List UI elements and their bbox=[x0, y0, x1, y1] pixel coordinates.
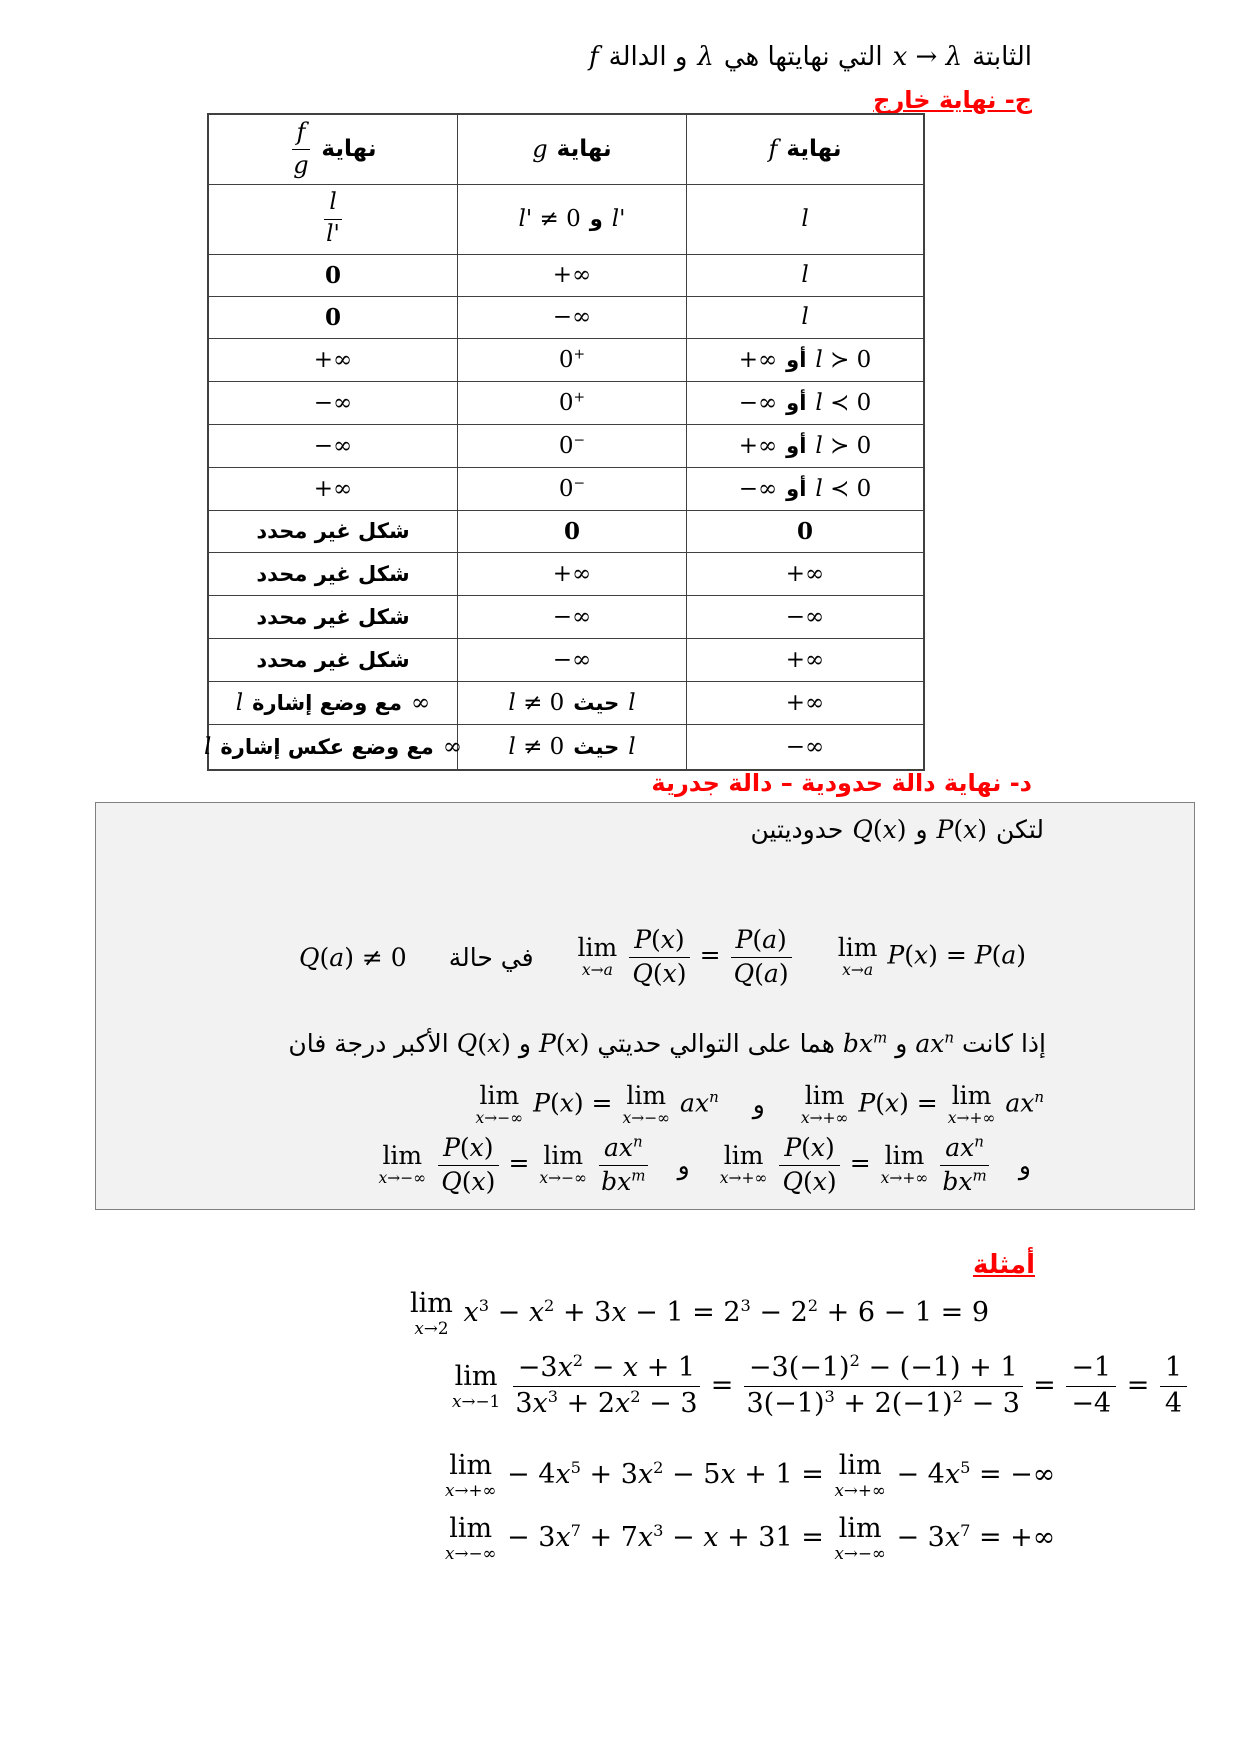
definition-box bbox=[95, 802, 1195, 1210]
cell-limit-f-over-g bbox=[208, 184, 458, 254]
arabic-text: حيث bbox=[573, 690, 620, 715]
cell-limit-f bbox=[687, 424, 925, 467]
cell-limit-f-over-g bbox=[208, 552, 458, 595]
cell-limit-g bbox=[458, 681, 687, 724]
math-text: −∞ bbox=[738, 475, 778, 502]
math-text: +∞ bbox=[738, 432, 778, 459]
math-text: λ bbox=[697, 42, 714, 72]
fraction: $\frac{ax^n}{bx^m}$ bbox=[599, 1133, 648, 1197]
table-row bbox=[208, 467, 924, 510]
fraction: $\frac{-3x^2 - x + 1}{3x^3 + 2x^2 - 3}$ bbox=[513, 1352, 700, 1421]
arabic-text: التي نهايتها هي bbox=[723, 42, 883, 72]
limit-operator: lim x→+∞ bbox=[834, 1450, 886, 1500]
examples-heading: أمثلة bbox=[972, 1250, 1035, 1280]
cell-limit-g bbox=[458, 296, 687, 338]
arabic-text: مع وضع عكس إشارة bbox=[220, 734, 434, 759]
cell-limit-g bbox=[458, 184, 687, 254]
arabic-text: شكل غير محدد bbox=[256, 604, 410, 629]
table-row bbox=[208, 552, 924, 595]
math-text: l ≻ 0 bbox=[815, 432, 872, 459]
math-text: −∞ bbox=[785, 603, 825, 630]
cell-limit-f bbox=[687, 510, 925, 552]
cell-limit-f-over-g bbox=[208, 424, 458, 467]
arabic-text: نهاية bbox=[321, 136, 377, 163]
math-text: Q(x) bbox=[852, 815, 907, 844]
arabic-text: في حالة bbox=[448, 942, 534, 972]
arabic-text: و bbox=[915, 815, 928, 844]
cell-limit-f bbox=[687, 338, 925, 381]
math-text: l ≻ 0 bbox=[815, 346, 872, 373]
math-text: f bbox=[589, 42, 599, 72]
arabic-text: لتكن bbox=[996, 815, 1044, 844]
arabic-text: أو bbox=[786, 390, 807, 415]
cell-limit-g bbox=[458, 114, 687, 184]
math-text: lim x→a P(x) = P(a) bbox=[837, 933, 1026, 980]
cell-limit-g bbox=[458, 638, 687, 681]
box-line-3 bbox=[96, 1029, 1194, 1058]
math-text: l ≺ 0 bbox=[815, 475, 872, 502]
math-text: $ax^n$ bbox=[915, 1028, 954, 1058]
math-text: +∞ bbox=[785, 646, 825, 673]
math-text: l bbox=[801, 304, 809, 330]
table-row bbox=[208, 381, 924, 424]
limit-operator: lim x→+∞ bbox=[880, 1141, 929, 1188]
cell-limit-f bbox=[687, 595, 925, 638]
math-text: lim x→+∞ $\frac{P(x)}{Q(x)}$ = lim x→+∞ $\frac{ax^n}{bx^m}$ bbox=[718, 1133, 991, 1197]
math-text: 0− bbox=[558, 474, 586, 502]
math-text: l ≺ 0 bbox=[815, 389, 872, 416]
limit-operator: lim x→−∞ bbox=[539, 1141, 588, 1188]
arabic-text: هما على التوالي حديتي bbox=[597, 1029, 835, 1058]
arabic-text: حدوديتين bbox=[750, 815, 844, 844]
math-text: +∞ bbox=[313, 475, 353, 502]
math-text: lim x→−∞ $\frac{P(x)}{Q(x)}$ = lim x→−∞ $\frac{ax^n}{bx^m}$ bbox=[376, 1133, 649, 1197]
box-line-1 bbox=[96, 815, 1194, 844]
cell-limit-g bbox=[458, 424, 687, 467]
cell-limit-f-over-g bbox=[208, 510, 458, 552]
limit-operator: lim x→−∞ bbox=[475, 1081, 524, 1127]
cell-limit-g bbox=[458, 338, 687, 381]
fraction: $\frac{P(a)}{Q(a)}$ bbox=[731, 925, 792, 989]
limit-operator: lim x→+∞ bbox=[719, 1141, 768, 1188]
table-row bbox=[208, 338, 924, 381]
math-text bbox=[322, 189, 343, 248]
table-row bbox=[208, 510, 924, 552]
math-text: 0+ bbox=[558, 388, 586, 416]
math-text: $bx^m$ bbox=[842, 1028, 888, 1058]
math-text: ∞ bbox=[411, 689, 431, 716]
arabic-text: الأكبر درجة فان bbox=[288, 1029, 449, 1058]
cell-limit-g bbox=[458, 510, 687, 552]
arabic-text: حيث bbox=[573, 734, 620, 759]
arabic-text: و bbox=[677, 1150, 690, 1180]
arabic-text: إذا كانت bbox=[962, 1029, 1046, 1058]
math-text: lim x→−∞ P(x) = lim x→−∞ $ax^n$ bbox=[475, 1081, 719, 1127]
limit-operator: lim x→−∞ bbox=[622, 1081, 671, 1127]
math-text: 0 bbox=[796, 517, 813, 545]
cell-limit-g bbox=[458, 254, 687, 296]
fraction: $\frac{P(x)}{Q(x)}$ bbox=[438, 1133, 498, 1197]
limit-operator: lim x→−1 bbox=[452, 1361, 501, 1412]
math-text: P(x) bbox=[538, 1029, 590, 1058]
table-row bbox=[208, 681, 924, 724]
cell-limit-f bbox=[687, 184, 925, 254]
cell-limit-f bbox=[687, 552, 925, 595]
cell-limit-g bbox=[458, 595, 687, 638]
cell-limit-g bbox=[458, 724, 687, 770]
example-formula-4: lim x→−∞ − $3x^7 + 7x^3 - x + 31$ = lim x→−∞ − $3x^7$ = +∞ bbox=[445, 1513, 1056, 1563]
fraction: $\frac{-3(-1)^2 - (-1) + 1}{3(-1)^3 + 2(-1)^2 - 3}$ bbox=[744, 1352, 1023, 1421]
fraction: $\frac{l}{l'}$ bbox=[326, 189, 340, 247]
cell-limit-f-over-g bbox=[208, 254, 458, 296]
table-row bbox=[208, 296, 924, 338]
arabic-text: و الدالة bbox=[608, 42, 688, 72]
cell-limit-f bbox=[687, 638, 925, 681]
math-text: −∞ bbox=[552, 304, 592, 330]
table-row bbox=[208, 184, 924, 254]
example-formula-3: lim x→+∞ − $4x^5 + 3x^2 - 5x + 1$ = lim x→+∞ − $4x^5$ = −∞ bbox=[445, 1450, 1056, 1500]
math-text: 0+ bbox=[558, 345, 586, 373]
math-text: +∞ bbox=[313, 346, 353, 373]
box-line-4 bbox=[96, 1083, 1194, 1127]
math-text: +∞ bbox=[738, 346, 778, 373]
math-text: 0 bbox=[324, 261, 341, 289]
arabic-text: شكل غير محدد bbox=[256, 519, 410, 543]
limit-operator: lim x→−∞ bbox=[834, 1513, 886, 1563]
cell-limit-f-over-g bbox=[208, 296, 458, 338]
math-text: −∞ bbox=[552, 646, 592, 673]
cell-limit-f bbox=[687, 467, 925, 510]
math-text: lim x→+∞ P(x) = lim x→+∞ $ax^n$ bbox=[800, 1081, 1044, 1127]
fraction: $\frac{P(x)}{Q(x)}$ bbox=[629, 925, 689, 989]
arabic-text: نهاية bbox=[556, 136, 612, 163]
section-c-heading: ج- نهاية خارج bbox=[873, 86, 1032, 114]
arabic-text: نهاية bbox=[786, 136, 842, 163]
limit-operator: lim x→−∞ bbox=[445, 1513, 497, 1563]
cell-limit-f bbox=[687, 724, 925, 770]
arabic-text: أو bbox=[786, 433, 807, 458]
limit-operator: lim x→+∞ bbox=[800, 1081, 849, 1127]
cell-limit-f bbox=[687, 114, 925, 184]
math-text: +∞ bbox=[552, 560, 592, 587]
math-text: Q(a) ≠ 0 bbox=[299, 942, 407, 972]
math-text: +∞ bbox=[552, 262, 592, 288]
arabic-text: أو bbox=[786, 347, 807, 372]
arabic-text: شكل غير محدد bbox=[256, 647, 410, 672]
math-text: +∞ bbox=[785, 560, 825, 587]
box-line-5 bbox=[96, 1133, 1194, 1197]
math-text: l' ≠ 0 bbox=[518, 206, 581, 232]
math-text: P(x) bbox=[936, 815, 987, 844]
table-row bbox=[208, 424, 924, 467]
cell-limit-f-over-g bbox=[208, 338, 458, 381]
cell-limit-f-over-g bbox=[208, 114, 458, 184]
cell-limit-g bbox=[458, 552, 687, 595]
math-text: 0− bbox=[558, 431, 586, 459]
limit-operator: lim x→+∞ bbox=[445, 1450, 497, 1500]
intro-line bbox=[589, 42, 1032, 72]
cell-limit-f-over-g bbox=[204, 724, 462, 770]
cell-limit-f-over-g bbox=[208, 681, 458, 724]
math-text: 0 bbox=[563, 517, 580, 545]
math-text: l bbox=[628, 733, 636, 760]
math-text: l bbox=[801, 206, 809, 232]
arabic-text: أو bbox=[786, 476, 807, 501]
math-text: −∞ bbox=[785, 733, 825, 760]
cell-limit-f bbox=[687, 381, 925, 424]
arabic-text: و bbox=[589, 207, 603, 231]
cell-limit-f bbox=[687, 296, 925, 338]
fraction: $\frac{f}{g}$ bbox=[293, 118, 309, 180]
math-text: ∞ bbox=[442, 733, 462, 760]
arabic-text: و bbox=[752, 1090, 765, 1120]
arabic-text: مع وضع إشارة bbox=[252, 690, 403, 715]
box-line-2 bbox=[96, 925, 1194, 989]
limit-operator: lim x→2 bbox=[410, 1288, 453, 1338]
example-formula-1: lim x→2 $x^3 - x^2 + 3x - 1 = 2^3 - 2^2 + 6 - 1 = 9$ bbox=[410, 1288, 989, 1338]
math-text: f bbox=[768, 135, 778, 164]
math-text bbox=[290, 118, 313, 180]
cell-limit-f-over-g bbox=[208, 467, 458, 510]
math-text: l ≠ 0 bbox=[508, 733, 565, 760]
table-row bbox=[208, 595, 924, 638]
table-row bbox=[208, 254, 924, 296]
math-text: 0 bbox=[324, 303, 341, 331]
math-text: g bbox=[532, 135, 548, 164]
math-text: +∞ bbox=[785, 689, 825, 716]
math-text: −∞ bbox=[313, 432, 353, 459]
cell-limit-f-over-g bbox=[208, 381, 458, 424]
math-text: −∞ bbox=[552, 603, 592, 630]
table-row bbox=[208, 724, 924, 770]
math-text: l bbox=[235, 689, 244, 716]
math-text: Q(x) bbox=[456, 1029, 511, 1058]
arabic-text: و bbox=[518, 1029, 531, 1058]
limit-operator: lim x→−∞ bbox=[378, 1141, 427, 1188]
math-text: l bbox=[801, 262, 809, 288]
limits-table bbox=[204, 113, 925, 771]
math-text: −∞ bbox=[738, 389, 778, 416]
table-header-row bbox=[208, 114, 924, 184]
limit-operator: lim x→a bbox=[837, 933, 878, 980]
math-text: l bbox=[628, 689, 636, 716]
math-text: x → λ bbox=[892, 42, 963, 72]
math-text: lim x→a $\frac{P(x)}{Q(x)}$ = $\frac{P(a)}{Q(a)}$ bbox=[576, 925, 794, 989]
math-text: l ≠ 0 bbox=[508, 689, 565, 716]
math-text: l' bbox=[611, 206, 626, 232]
limit-operator: lim x→+∞ bbox=[947, 1081, 996, 1127]
example-formula-2: lim x→−1 $\frac{-3x^2 - x + 1}{3x^3 + 2x^2 - 3}$ = $\frac{-3(-1)^2 - (-1) + 1}{3(-1)^3 + 2(-1)^2 - 3}$ = $\frac{-1}{-4}$ = $\frac{1}{4}$ bbox=[450, 1352, 1189, 1421]
arabic-text: و bbox=[895, 1029, 908, 1058]
arabic-text: و bbox=[1018, 1150, 1031, 1180]
arabic-text: شكل غير محدد bbox=[256, 561, 410, 586]
fraction: $\frac{-1}{-4}$ bbox=[1066, 1352, 1116, 1421]
cell-limit-g bbox=[458, 467, 687, 510]
fraction: $\frac{ax^n}{bx^m}$ bbox=[940, 1133, 989, 1197]
cell-limit-f bbox=[687, 254, 925, 296]
cell-limit-f bbox=[687, 681, 925, 724]
table-row bbox=[208, 638, 924, 681]
arabic-text: الثابتة bbox=[972, 42, 1032, 72]
section-d-heading: د- نهاية دالة حدودية – دالة جدرية bbox=[651, 769, 1032, 797]
limit-operator: lim x→a bbox=[577, 933, 618, 980]
fraction: $\frac{P(x)}{Q(x)}$ bbox=[779, 1133, 839, 1197]
cell-limit-f-over-g bbox=[208, 595, 458, 638]
fraction: $\frac{1}{4}$ bbox=[1160, 1352, 1187, 1421]
math-text: −∞ bbox=[313, 389, 353, 416]
math-text: l bbox=[204, 733, 212, 760]
cell-limit-g bbox=[458, 381, 687, 424]
cell-limit-f-over-g bbox=[208, 638, 458, 681]
